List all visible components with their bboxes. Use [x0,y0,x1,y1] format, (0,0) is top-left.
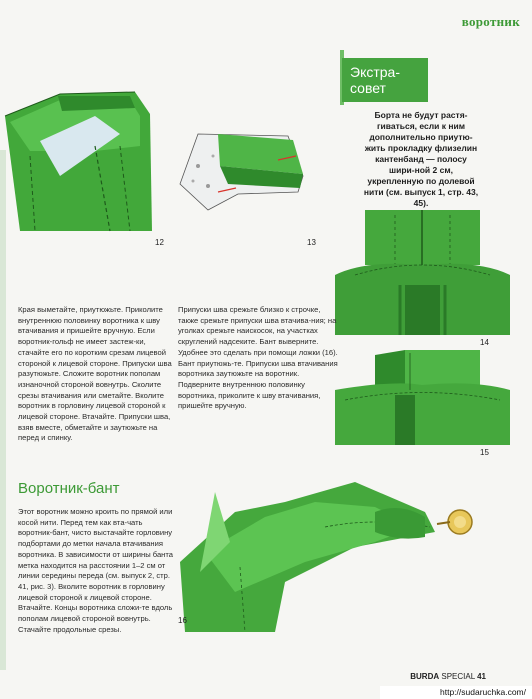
figure-16-label: 16 [178,616,187,625]
page-footer [410,672,486,681]
figure-15-illustration [335,345,510,445]
figure-14-illustration [335,205,510,335]
figure-15-label: 15 [480,448,489,457]
footer-special: SPECIAL [441,672,475,681]
column-2-text: Припуски шва срежьте близко к строчке, также срежьте припуски шва втачива-ния; на уголках срежьте наискосок, на участках скруглений надсеките. Бант выверните. Удобнее это сделать при помощи ложки (16). Бант приутюжь-те. Припуски шва втачивания воротника заутюжьте на воротник. Подверните внутреннюю половинку воротника, приколите к шву втачивания, пришейте вручную. [178,305,338,411]
column-1-text: Края выметайте, приутюжьте. Приколите внутреннюю половинку воротника к шву втачивания и пришейте вручную. Если воротник-гольф не имеет застеж-ки, стачайте его по коротким срезам лицевой стороной к лицевой стороне. Припуски шва разутюжьте. Сложите воротник пополам изнаночной стороной вовнутрь. Сколите срезы втачивания или сметайте. Вколите воротник в горловину лицевой стороной к лицевой стороне. Втачайте. Припуски шва, взяв вместе, обметайте и заутюжьте на перед и спинку. [18,305,172,443]
footer-brand: BURDA [410,672,440,681]
figure-12-label: 12 [155,238,164,247]
section-header: воротник [461,14,520,29]
tip-text: Борта не будут растя-гиваться, если к ним дополнительно приутю-жить прокладку флизелин кантенбанд — полосу шири-ной 2 см, укрепленную по долевой нити (см. выпуск 1, стр. 43, 45). [363,110,479,208]
figure-12-illustration [0,56,170,236]
tip-title [350,64,428,96]
figure-13-illustration [178,126,313,216]
figure-14-label: 14 [480,338,489,347]
bow-collar-text: Этот воротник можно кроить по прямой или косой нити. Перед тем как вта-чать воротник-бант, чисто выстачайте горловину подбортами до метки начала втачивания воротника. В зависимости от ширины банта метка находится на расстоянии 1–2 см от линии середины переда (см. выпуск 2, стр. 41, рис. 3). Вколите воротник в горловину лицевой стороной к лицевой стороне. Втачайте. Концы воротника сложи-те вдоль пополам лицевой стороной вовнутрь. Стачайте продольные срезы. [18,507,173,634]
watermark-link[interactable]: http://sudaruchka.com/ [380,686,532,699]
figure-13-label: 13 [307,238,316,247]
tip-title-line-2: совет [350,80,386,96]
tip-title-line-1: Экстра- [350,64,400,80]
section-title-bow-collar: Воротник-бант [18,480,120,497]
footer-page-number: 41 [477,672,486,681]
figure-16-illustration [175,472,475,632]
